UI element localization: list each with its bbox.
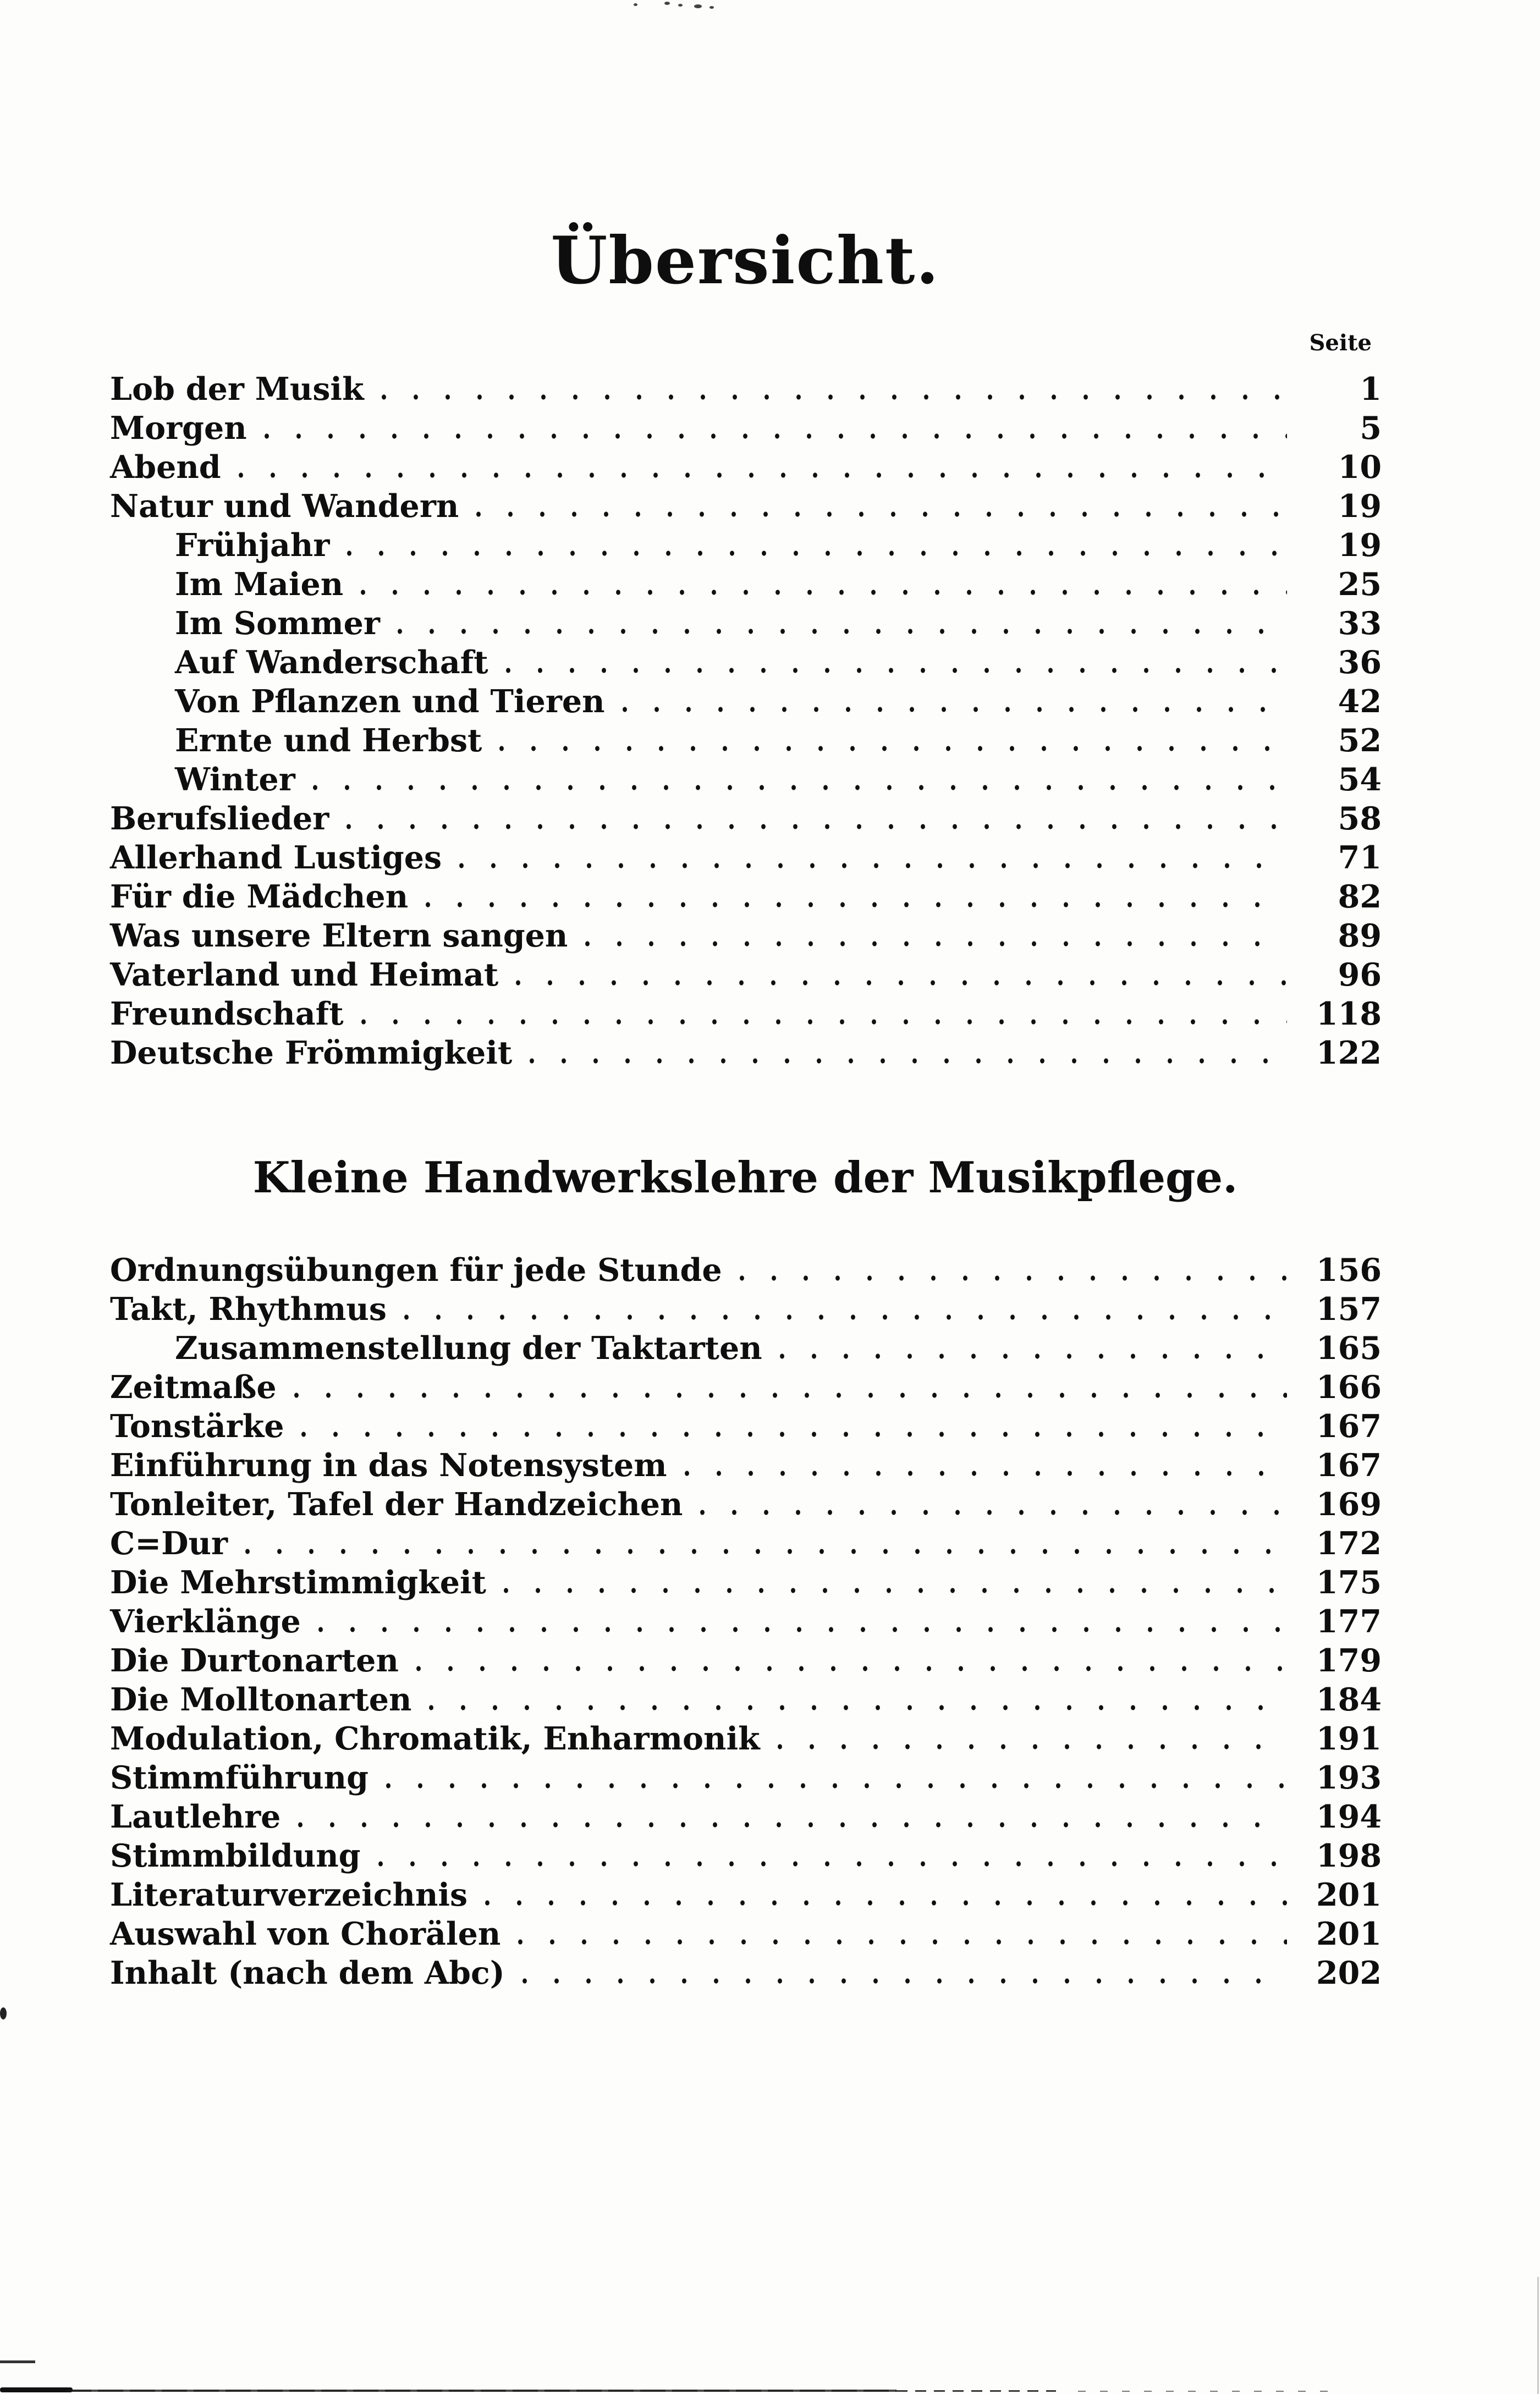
toc-entry-label: Ernte und Herbst	[175, 722, 482, 759]
toc-row	[110, 487, 1382, 526]
toc-entry-label: Ordnungsübungen für jede Stunde	[110, 1252, 722, 1289]
toc-entry-label: Auswahl von Chorälen	[110, 1916, 501, 1952]
scan-smudge-bottom-left	[0, 2387, 73, 2392]
toc-row	[110, 448, 1382, 487]
dot-leader	[504, 643, 1287, 682]
toc-row	[110, 838, 1382, 877]
toc-row	[110, 1251, 1382, 1290]
toc-entry-label: Die Molltonarten	[110, 1681, 412, 1718]
toc-entry-label: Lautlehre	[110, 1798, 281, 1835]
scan-speck-top	[664, 2, 670, 5]
scan-mark-left-edge	[0, 2360, 35, 2363]
toc-row	[110, 799, 1382, 838]
toc-row	[110, 877, 1382, 916]
toc-entry-page-number: 201	[1316, 1876, 1382, 1913]
toc-row	[110, 643, 1382, 682]
toc-entry-page-number: 167	[1316, 1408, 1382, 1445]
toc-entry-label: Zusammenstellung der Taktarten	[175, 1330, 762, 1367]
page-number-column-label: Seite	[1309, 330, 1372, 356]
toc-entry-label: Stimmführung	[110, 1759, 369, 1796]
toc-row	[110, 409, 1382, 448]
toc-entry-page-number: 10	[1338, 449, 1382, 486]
page-title: Übersicht.	[551, 222, 940, 299]
toc-entry-page-number: 1	[1360, 371, 1382, 408]
toc-entry-page-number: 191	[1316, 1720, 1382, 1757]
toc-entry-label: Für die Mädchen	[110, 878, 409, 915]
toc-entry-label: Einführung in das Notensystem	[110, 1447, 667, 1484]
toc-row	[110, 604, 1382, 643]
toc-row	[110, 1602, 1382, 1641]
toc-entry-label: C=Dur	[110, 1525, 228, 1562]
toc-row	[110, 1368, 1382, 1407]
toc-entry-page-number: 36	[1338, 644, 1382, 681]
toc-entry-label: Frühjahr	[175, 527, 330, 564]
toc-entry-label: Die Mehrstimmigkeit	[110, 1564, 486, 1601]
toc-row	[110, 1033, 1382, 1072]
dot-leader	[237, 448, 1287, 487]
toc-row	[110, 1641, 1382, 1680]
scan-speck-top	[710, 6, 714, 9]
toc-entry-page-number: 202	[1316, 1955, 1382, 1991]
toc-row	[110, 1680, 1382, 1719]
scan-speck-top	[634, 3, 637, 6]
scan-smudge-bottom-line	[66, 2390, 897, 2392]
toc-entry-label: Tonleiter, Tafel der Handzeichen	[110, 1486, 683, 1523]
toc-row	[110, 565, 1382, 604]
toc-entry-page-number: 71	[1338, 839, 1382, 876]
toc-entry-label: Berufslieder	[110, 800, 329, 837]
toc-entry-label: Auf Wanderschaft	[175, 644, 488, 681]
dot-leader	[311, 760, 1287, 799]
dot-leader	[262, 409, 1287, 448]
dot-leader	[683, 1446, 1287, 1485]
dot-leader	[483, 1875, 1287, 1914]
toc-entry-page-number: 157	[1316, 1291, 1382, 1328]
dot-leader	[345, 526, 1287, 565]
toc-entry-page-number: 172	[1316, 1525, 1382, 1562]
dot-leader	[514, 955, 1287, 994]
toc-main-list	[110, 370, 1382, 1072]
dot-leader	[292, 1368, 1287, 1407]
dot-leader	[520, 1953, 1287, 1993]
toc-entry-page-number: 198	[1316, 1837, 1382, 1874]
toc-row	[110, 1836, 1382, 1875]
toc-entry-page-number: 169	[1316, 1486, 1382, 1523]
dot-leader	[457, 838, 1287, 877]
dot-leader	[424, 877, 1287, 916]
dot-leader	[778, 1329, 1287, 1368]
toc-row	[110, 370, 1382, 409]
dot-leader	[474, 487, 1287, 526]
scan-smudge-bottom-tail	[897, 2390, 1056, 2392]
toc-row	[110, 1407, 1382, 1446]
toc-entry-label: Im Sommer	[175, 605, 380, 642]
toc-entry-label: Von Pflanzen und Tieren	[175, 683, 605, 720]
toc-entry-label: Stimmbildung	[110, 1837, 361, 1874]
toc-entry-page-number: 42	[1338, 683, 1382, 720]
scan-speck-left-margin	[0, 2007, 7, 2019]
toc-row	[110, 955, 1382, 994]
toc-entry-label: Die Durtonarten	[110, 1642, 399, 1679]
dot-leader	[380, 370, 1287, 409]
dot-leader	[359, 565, 1287, 604]
toc-entry-page-number: 82	[1338, 878, 1382, 915]
toc-entry-page-number: 19	[1338, 527, 1382, 564]
dot-leader	[427, 1680, 1287, 1719]
dot-leader	[527, 1033, 1287, 1072]
toc-entry-label: Literaturverzeichnis	[110, 1876, 468, 1913]
toc-row	[110, 1875, 1382, 1914]
toc-row	[110, 1329, 1382, 1368]
toc-row	[110, 1485, 1382, 1524]
toc-entry-page-number: 201	[1316, 1916, 1382, 1952]
toc-entry-label: Takt, Rhythmus	[110, 1291, 387, 1328]
dot-leader	[296, 1797, 1287, 1836]
scan-speck-top	[694, 4, 702, 8]
toc-entry-page-number: 118	[1316, 995, 1382, 1032]
toc-entry-page-number: 89	[1338, 917, 1382, 954]
toc-entry-label: Allerhand Lustiges	[110, 839, 442, 876]
dot-leader	[402, 1290, 1287, 1329]
toc-row	[110, 1563, 1382, 1602]
toc-row	[110, 916, 1382, 955]
toc-entry-label: Freundschaft	[110, 995, 344, 1032]
dot-leader	[497, 721, 1287, 760]
toc-entry-label: Lob der Musik	[110, 371, 364, 408]
scan-speck-top	[678, 4, 683, 7]
toc-entry-page-number: 194	[1316, 1798, 1382, 1835]
dot-leader	[384, 1758, 1287, 1797]
toc-entry-page-number: 193	[1316, 1759, 1382, 1796]
dot-leader	[502, 1563, 1287, 1602]
toc-entry-page-number: 166	[1316, 1369, 1382, 1406]
toc-row	[110, 1797, 1382, 1836]
toc-entry-label: Winter	[175, 761, 295, 798]
toc-entry-label: Zeitmaße	[110, 1369, 277, 1406]
toc-row	[110, 1953, 1382, 1993]
toc-entry-label: Tonstärke	[110, 1408, 284, 1445]
dot-leader	[776, 1719, 1287, 1758]
toc-row	[110, 994, 1382, 1033]
toc-entry-page-number: 58	[1338, 800, 1382, 837]
dot-leader	[395, 604, 1287, 643]
toc-entry-page-number: 25	[1338, 566, 1382, 603]
toc-row	[110, 1290, 1382, 1329]
dot-leader	[316, 1602, 1287, 1641]
toc-row	[110, 526, 1382, 565]
dot-leader	[516, 1914, 1287, 1953]
toc-entry-page-number: 19	[1338, 488, 1382, 525]
dot-leader	[414, 1641, 1287, 1680]
toc-row	[110, 1719, 1382, 1758]
dot-leader	[344, 799, 1287, 838]
toc-entry-page-number: 167	[1316, 1447, 1382, 1484]
toc-entry-label: Vierklänge	[110, 1603, 301, 1640]
toc-entry-page-number: 96	[1338, 956, 1382, 993]
toc-entry-page-number: 175	[1316, 1564, 1382, 1601]
toc-entry-label: Deutsche Frömmigkeit	[110, 1034, 513, 1071]
dot-leader	[583, 916, 1287, 955]
toc-entry-page-number: 184	[1316, 1681, 1382, 1718]
scan-smear-right-edge	[1537, 2277, 1539, 2394]
toc-section-list	[110, 1251, 1382, 1993]
toc-entry-label: Vaterland und Heimat	[110, 956, 499, 993]
toc-entry-label: Modulation, Chromatik, Enharmonik	[110, 1720, 760, 1757]
toc-entry-page-number: 179	[1316, 1642, 1382, 1679]
toc-entry-page-number: 156	[1316, 1252, 1382, 1289]
toc-row	[110, 721, 1382, 760]
toc-entry-label: Im Maien	[175, 566, 344, 603]
toc-entry-page-number: 177	[1316, 1603, 1382, 1640]
dot-leader	[376, 1836, 1287, 1875]
toc-row	[110, 1446, 1382, 1485]
toc-entry-label: Abend	[110, 449, 221, 486]
toc-row	[110, 1524, 1382, 1563]
dot-leader	[299, 1407, 1287, 1446]
toc-entry-page-number: 165	[1316, 1330, 1382, 1367]
toc-entry-label: Was unsere Eltern sangen	[110, 917, 568, 954]
toc-row	[110, 1914, 1382, 1953]
toc-entry-label: Morgen	[110, 410, 247, 447]
toc-entry-label: Natur und Wandern	[110, 488, 459, 525]
dot-leader	[738, 1251, 1287, 1290]
scan-smudge-bottom-faint	[1078, 2391, 1336, 2392]
toc-entry-page-number: 52	[1338, 722, 1382, 759]
dot-leader	[698, 1485, 1287, 1524]
toc-row	[110, 760, 1382, 799]
toc-row	[110, 1758, 1382, 1797]
dot-leader	[243, 1524, 1287, 1563]
section-heading: Kleine Handwerkslehre der Musikpflege.	[252, 1153, 1238, 1203]
toc-entry-label: Inhalt (nach dem Abc)	[110, 1955, 505, 1991]
toc-row	[110, 682, 1382, 721]
toc-entry-page-number: 122	[1316, 1034, 1382, 1071]
dot-leader	[620, 682, 1287, 721]
dot-leader	[359, 994, 1287, 1033]
toc-entry-page-number: 5	[1360, 410, 1382, 447]
toc-entry-page-number: 54	[1338, 761, 1382, 798]
toc-entry-page-number: 33	[1338, 605, 1382, 642]
